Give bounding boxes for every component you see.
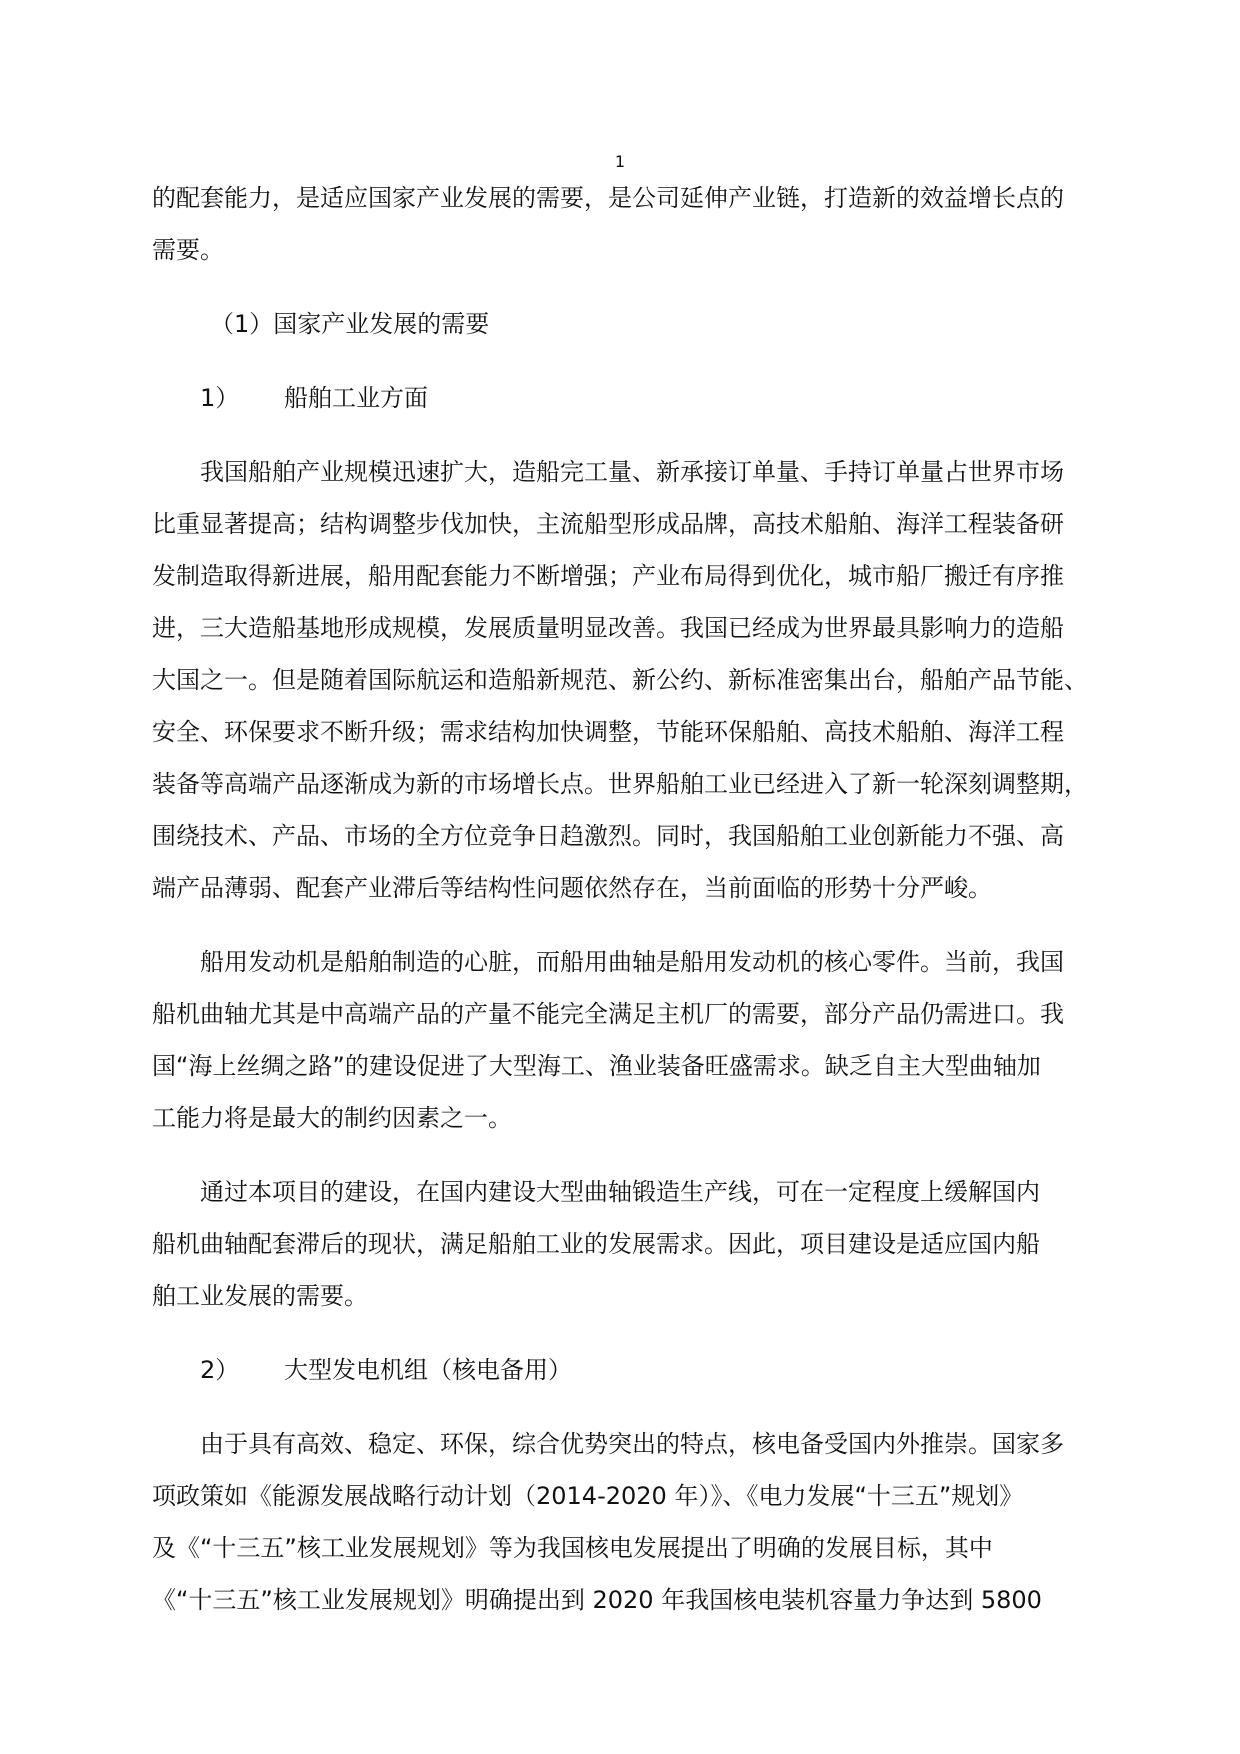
page-number: 1: [614, 152, 626, 171]
text-line: 进，三大造船基地形成规模，发展质量明显改善。我国已经成为世界最具影响力的造船: [152, 614, 1064, 642]
heading-number: 2）: [200, 1356, 240, 1384]
section-heading-national-needs: （1）国家产业发展的需要: [210, 310, 490, 338]
text-line: 端产品薄弱、配套产业滞后等结构性问题依然存在，当前面临的形势十分严峻。: [152, 874, 992, 902]
text-line: 及《“十三五”核工业发展规划》等为我国核电发展提出了明确的发展目标，其中: [152, 1534, 993, 1562]
text-line: 我国船舶产业规模迅速扩大，造船完工量、新承接订单量、手持订单量占世界市场: [200, 458, 1064, 486]
text-line: 舶工业发展的需要。: [152, 1282, 368, 1310]
text-line: 的配套能力，是适应国家产业发展的需要，是公司延伸产业链，打造新的效益增长点的: [152, 184, 1064, 212]
text-line: 国“海上丝绸之路”的建设促进了大型海工、渔业装备旺盛需求。缺乏自主大型曲轴加: [152, 1052, 1041, 1080]
paragraph-project-benefit: [152, 1166, 1102, 1322]
text-line: 船机曲轴配套滞后的现状，满足船舶工业的发展需求。因此，项目建设是适应国内船: [152, 1230, 1040, 1258]
subsection-heading-shipbuilding: [152, 372, 1102, 424]
paragraph-nuclear-power: [152, 1418, 1102, 1626]
text-line: 船用发动机是船舶制造的心脏，而船用曲轴是船用发动机的核心零件。当前，我国: [200, 948, 1064, 976]
text-line: 通过本项目的建设，在国内建设大型曲轴锻造生产线，可在一定程度上缓解国内: [200, 1178, 1040, 1206]
subsection-heading-generator-sets: [152, 1344, 1102, 1396]
text-line: 大国之一。但是随着国际航运和造船新规范、新公约、新标准密集出台，船舶产品节能、: [152, 666, 1088, 694]
text-line: 围绕技术、产品、市场的全方位竞争日趋激烈。同时，我国船舶工业创新能力不强、高: [152, 822, 1064, 850]
text-line: 由于具有高效、稳定、环保，综合优势突出的特点，核电备受国内外推崇。国家多: [200, 1430, 1064, 1458]
text-line: 发制造取得新进展，船用配套能力不断增强；产业布局得到优化，城市船厂搬迁有序推: [152, 562, 1064, 590]
text-line: 安全、环保要求不断升级；需求结构加快调整，节能环保船舶、高技术船舶、海洋工程: [152, 718, 1064, 746]
heading-text: 大型发电机组（核电备用）: [284, 1356, 572, 1384]
text-line: 项政策如《能源发展战略行动计划（2014-2020 年）》、《电力发展“十三五”规划》: [152, 1482, 1024, 1510]
paragraph-marine-engine: [152, 936, 1102, 1144]
text-line: 工能力将是最大的制约因素之一。: [152, 1104, 512, 1132]
document-body: [152, 172, 1102, 1626]
text-line: 比重显著提高；结构调整步伐加快，主流船型形成品牌，高技术船舶、海洋工程装备研: [152, 510, 1064, 538]
text-line: 装备等高端产品逐渐成为新的市场增长点。世界船舶工业已经进入了新一轮深刻调整期，: [152, 770, 1088, 798]
heading-text: 船舶工业方面: [284, 384, 428, 412]
text-line: 需要。: [152, 236, 224, 264]
paragraph-intro: [152, 172, 1102, 276]
text-line: 船机曲轴尤其是中高端产品的产量不能完全满足主机厂的需要，部分产品仍需进口。我: [152, 1000, 1064, 1028]
heading-number: 1）: [200, 384, 240, 412]
paragraph-shipbuilding-industry: [152, 446, 1102, 914]
text-line: 《“十三五”核工业发展规划》明确提出到 2020 年我国核电装机容量力争达到 5800: [152, 1586, 1042, 1614]
